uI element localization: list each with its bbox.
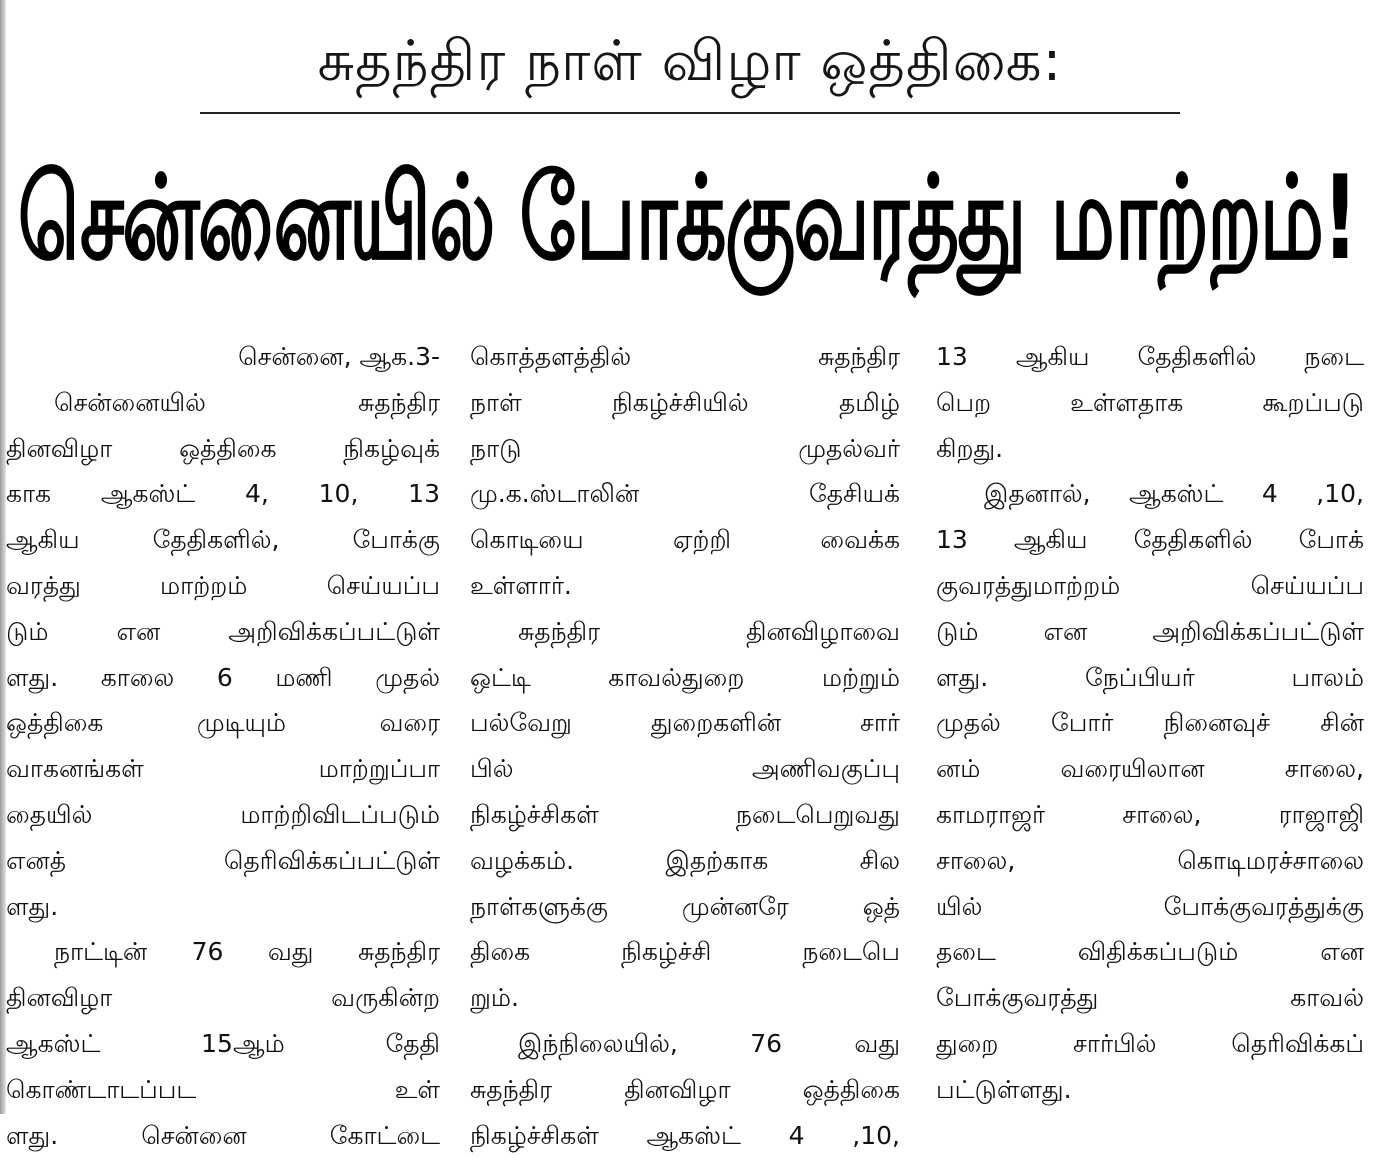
article-text-line: டும் என அறிவிக்கப்பட்டுள் — [936, 616, 1364, 646]
article-text-line: போக்குவரத்து காவல் — [936, 983, 1364, 1013]
article-text-line: சாலை, கொடிமரச்சாலை — [936, 845, 1364, 875]
article-text-line: உள்ளார். — [470, 570, 572, 600]
article-text-line: தினவிழா வருகின்ற — [6, 983, 440, 1013]
article-text-line: கொடியை ஏற்றி வைக்க — [470, 525, 900, 555]
article-text-line: ஆகிய தேதிகளில், போக்கு — [6, 525, 440, 555]
article-text-line: பல்வேறு துறைகளின் சார் — [470, 708, 900, 738]
article-text-line: ளது. — [6, 891, 59, 921]
article-column-1 — [6, 334, 440, 1158]
article-text-line: நாள்களுக்கு முன்னரே ஒத் — [470, 891, 900, 921]
article-text-line: வழக்கம். இதற்காக சில — [470, 845, 900, 875]
article-text-line: ஒட்டி காவல்துறை மற்றும் — [470, 662, 900, 692]
article-text-line: காமராஜர் சாலை, ராஜாஜி — [936, 799, 1364, 829]
article-text-line: குவரத்துமாற்றம் செய்யப்ப — [936, 570, 1364, 600]
article-text-line: கொண்டாடப்பட உள் — [6, 1074, 440, 1104]
article-text-line: பட்டுள்ளது. — [936, 1074, 1072, 1104]
article-text-line: நாடு முதல்வர் — [470, 433, 900, 463]
article-text-line: துறை சார்பில் தெரிவிக்கப் — [936, 1028, 1364, 1058]
article-text-line: பெற உள்ளதாக கூறப்படு — [936, 387, 1364, 417]
article-text-line: டும் என அறிவிக்கப்பட்டுள் — [6, 616, 440, 646]
article-text-line: மு.க.ஸ்டாலின் தேசியக் — [470, 479, 900, 509]
article-text-line: வாகனங்கள் மாற்றுப்பா — [6, 754, 440, 784]
article-text-line: எனத் தெரிவிக்கப்பட்டுள் — [6, 845, 440, 875]
article-text-line: பில் அணிவகுப்பு — [470, 754, 900, 784]
article-text-line: றும். — [470, 983, 519, 1013]
article-text-line: ளது. காலை 6 மணி முதல் — [6, 662, 440, 692]
article-text-line: தையில் மாற்றிவிடப்படும் — [6, 799, 440, 829]
article-text-line: தினவிழா ஒத்திகை நிகழ்வுக் — [6, 433, 440, 463]
article-text-line: யில் போக்குவரத்துக்கு — [936, 891, 1364, 921]
article-text-line: ளது. நேப்பியர் பாலம் — [936, 662, 1364, 692]
article-text-line: ளது. சென்னை கோட்டை — [6, 1120, 440, 1150]
article-column-2 — [470, 334, 900, 1158]
article-column-3 — [936, 334, 1364, 1113]
article-text-line: கிறது. — [936, 433, 1004, 463]
article-text-line: இதனால், ஆகஸ்ட் 4 ,10, — [984, 479, 1364, 509]
article-text-line: காக ஆகஸ்ட் 4, 10, 13 — [6, 479, 440, 509]
article-text-line: சுதந்திர தினவிழாவை — [518, 616, 900, 646]
article-text-line: முதல் போர் நினைவுச் சின் — [936, 708, 1364, 738]
article-text-line: சென்னையில் சுதந்திர — [54, 387, 440, 417]
article-text-line: வரத்து மாற்றம் செய்யப்ப — [6, 570, 440, 600]
article-text-line: திகை நிகழ்ச்சி நடைபெ — [470, 937, 900, 967]
article-text-line: நாள் நிகழ்ச்சியில் தமிழ் — [470, 387, 900, 417]
article-text-line: நிகழ்ச்சிகள் ஆகஸ்ட் 4 ,10, — [470, 1120, 900, 1150]
article-text-line: 13 ஆகிய தேதிகளில் போக் — [936, 525, 1364, 555]
article-text-line: ஒத்திகை முடியும் வரை — [6, 708, 440, 738]
article-text-line: நாட்டின் 76 வது சுதந்திர — [54, 937, 440, 967]
article-text-line: தடை விதிக்கப்படும் என — [936, 937, 1364, 967]
article-text-line: கொத்தளத்தில் சுதந்திர — [470, 342, 900, 371]
article-text-line: ஆகஸ்ட் 15ஆம் தேதி — [6, 1028, 440, 1058]
article-text-line: 13 ஆகிய தேதிகளில் நடை — [936, 342, 1364, 371]
article-kicker: சுதந்திர நாள் விழா ஒத்திகை: — [317, 29, 1063, 94]
article-text-line: சென்னை, ஆக.3- — [238, 342, 440, 371]
article-text-line: இந்நிலையில், 76 வது — [518, 1028, 900, 1058]
article-text-line: னம் வரையிலான சாலை, — [936, 754, 1364, 784]
article-text-line: நிகழ்ச்சிகள் நடைபெறுவது — [470, 799, 900, 829]
article-headline: சென்னையில் போக்குவரத்து மாற்றம்! — [17, 150, 1357, 286]
article-text-line: சுதந்திர தினவிழா ஒத்திகை — [470, 1074, 900, 1104]
